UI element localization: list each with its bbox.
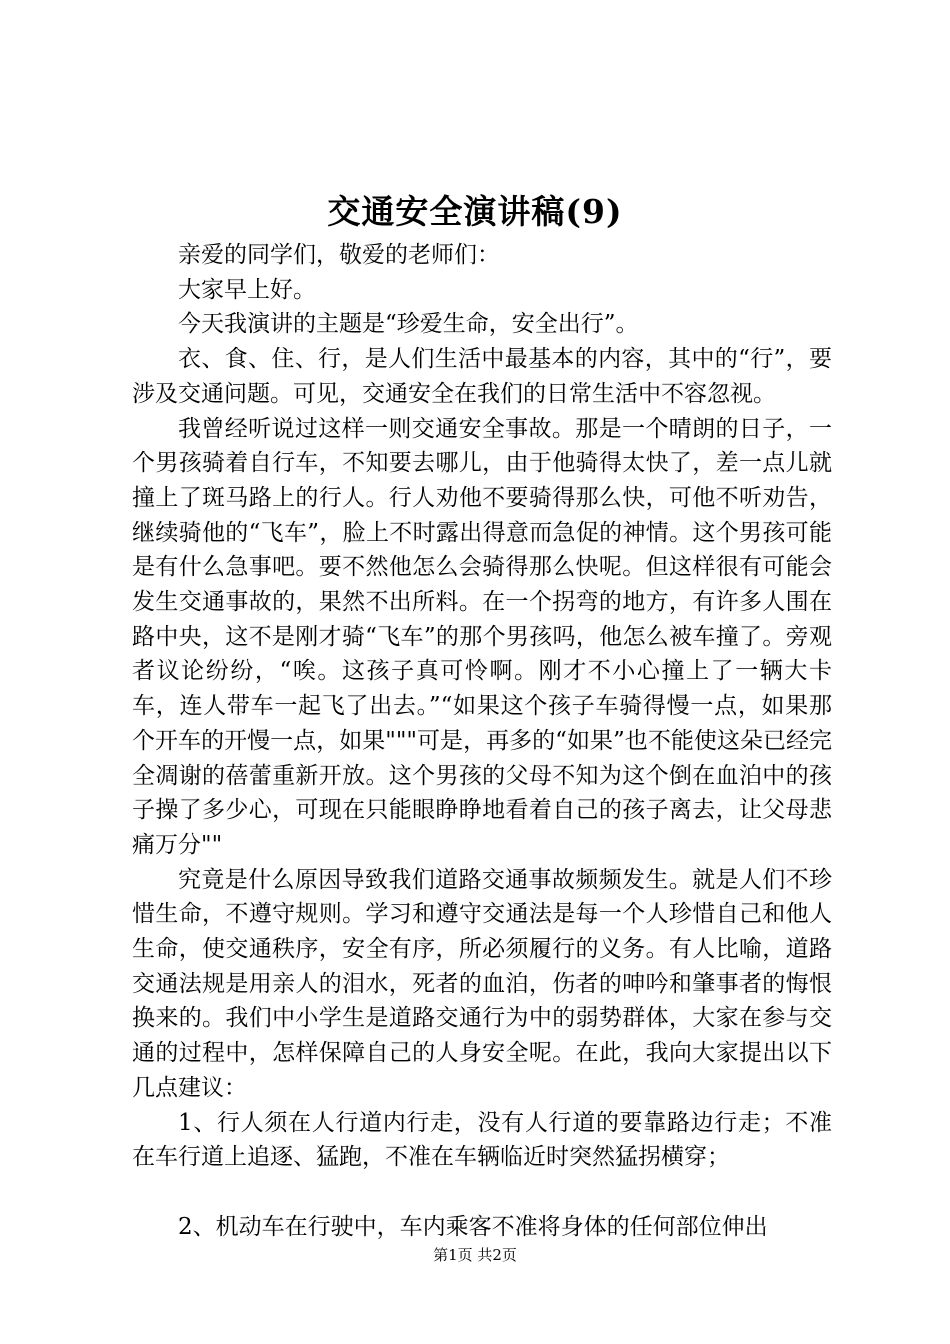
paragraph-story: 我曾经听说过这样一则交通安全事故。那是一个晴朗的日子，一个男孩骑着自行车，不知要去哪儿，由于他骑得太快了，差一点儿就撞上了斑马路上的行人。行人劝他不要骑得那么快，可他不听劝告，继续骑他的“飞车”，脸上不时露出得意而急促的神情。这个男孩可能是有什么急事吧。要不然他怎么会骑得那么快呢。但这样很有可能会发生交通事故的，果然不出所料。在一个拐弯的地方，有许多人围在路中央，这不是刚才骑“飞车”的那个男孩吗，他怎么被车撞了。旁观者议论纷纷，“唉。这孩子真可怜啊。刚才不小心撞上了一辆大卡车，连人带车一起飞了出去。”“如果这个孩子车骑得慢一点，如果那个开车的开慢一点，如果"""可是，再多的“如果”也不能使这朵已经完全凋谢的蓓蕾重新开放。这个男孩的父母不知为这个倒在血泊中的孩子操了多少心，可现在只能眼睁睁地看着自己的孩子离去，让父母悲痛万分"" xyxy=(132,415,832,858)
paragraph-salutation: 亲爱的同学们，敬爱的老师们： xyxy=(178,242,500,268)
page-footer: 第1页 共2页 xyxy=(433,1246,517,1264)
document-title: 交通安全演讲稿(9) xyxy=(327,192,623,231)
paragraph-theme: 今天我演讲的主题是“珍爱生命，安全出行”。 xyxy=(178,311,639,338)
paragraph-suggestion-1: 1、行人须在人行道内行走，没有人行道的要靠路边行走；不准在车行道上追逐、猛跑，不准在车辆临近时突然猛拐横穿； xyxy=(132,1109,832,1171)
paragraph-suggestion-2: 2、机动车在行驶中，车内乘客不准将身体的任何部位伸出 xyxy=(178,1213,768,1240)
paragraph-greeting: 大家早上好。 xyxy=(178,276,316,303)
document-body xyxy=(132,238,832,1245)
paragraph-intro: 衣、食、住、行，是人们生活中最基本的内容，其中的“行”，要涉及交通问题。可见，交通安全在我们的日常生活中不容忽视。 xyxy=(132,346,832,407)
paragraph-reason: 究竟是什么原因导致我们道路交通事故频频发生。就是人们不珍惜生命，不遵守规则。学习和遵守交通法是每一个人珍惜自己和他人生命，使交通秩序，安全有序，所必须履行的义务。有人比喻，道路交通法规是用亲人的泪水，死者的血泊，伤者的呻吟和肇事者的悔恨换来的。我们中小学生是道路交通行为中的弱势群体，大家在参与交通的过程中，怎样保障自己的人身安全呢。在此，我向大家提出以下几点建议： xyxy=(132,866,832,1101)
